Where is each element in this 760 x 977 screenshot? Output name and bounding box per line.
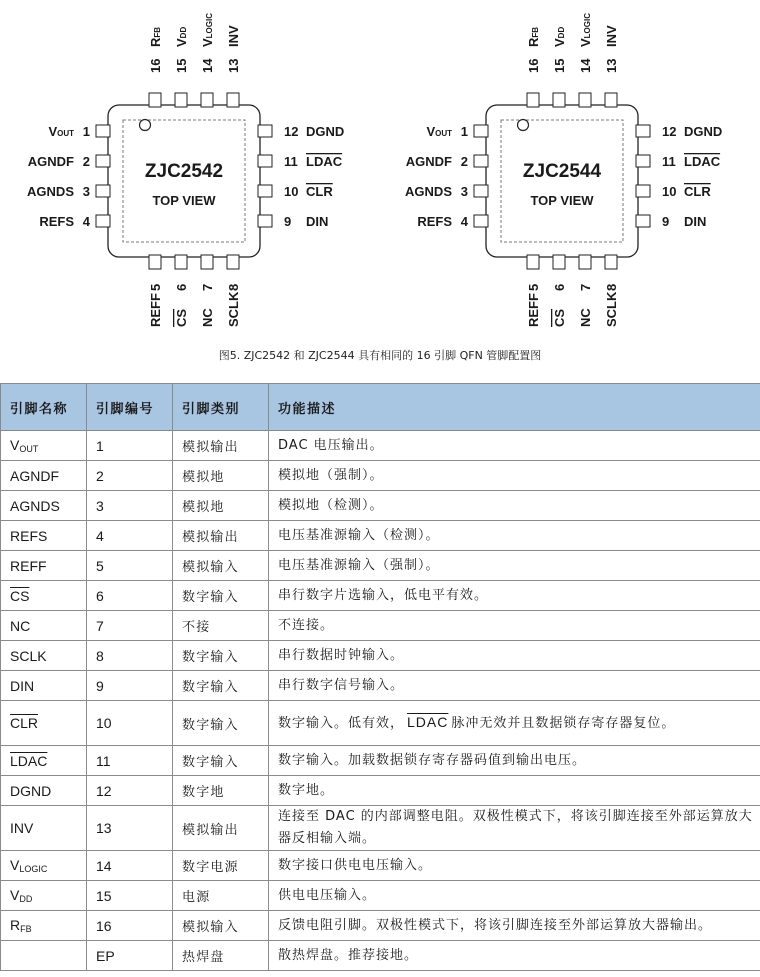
pin-pad	[258, 155, 272, 167]
pin-label	[306, 154, 343, 169]
pin-number-cell: 1	[87, 431, 173, 461]
pin-type-cell: 模拟输出	[173, 521, 269, 551]
pin-pad	[605, 255, 617, 269]
pin-description-cell: 数字接口供电电压输入。	[269, 851, 760, 881]
chip-name: ZJC2544	[522, 161, 602, 182]
pin-label-main: LDAC	[684, 154, 721, 169]
pin-pad	[474, 215, 488, 227]
pin-label-main: V	[200, 38, 215, 47]
pin-label	[684, 154, 721, 169]
pin-number: 2	[460, 154, 468, 169]
pin-label	[684, 184, 711, 199]
pin-name-cell	[1, 806, 87, 851]
pin-number: 11	[284, 154, 298, 169]
pin-pad	[636, 155, 650, 167]
pin-pad	[96, 215, 110, 227]
pin-number: 10	[662, 184, 677, 199]
pin-label	[684, 124, 722, 139]
pin-number-cell: 6	[87, 581, 173, 611]
pin-pad	[579, 93, 591, 107]
pin-type-cell: 数字输入	[173, 746, 269, 776]
pin-type-cell: 模拟输出	[173, 431, 269, 461]
pin-description-cell: 串行数字信号输入。	[269, 671, 760, 701]
pin-number-cell: 11	[87, 746, 173, 776]
table-row	[1, 491, 760, 521]
pin-number: 16	[526, 58, 541, 73]
pin-number-cell: 7	[87, 611, 173, 641]
pin-number: 14	[578, 58, 593, 73]
pin-label-subscript: LOGIC	[583, 12, 592, 39]
pin-pad	[553, 93, 565, 107]
pin-number: 14	[200, 58, 215, 73]
pin-pad	[149, 93, 161, 107]
pin-type-cell: 数字输入	[173, 701, 269, 746]
pin-pad	[96, 185, 110, 197]
header-pin-type: 引脚类别	[173, 384, 269, 431]
pin-description-cell: 电压基准源输入（检测）。	[269, 521, 760, 551]
pin-name-cell	[1, 491, 87, 521]
pin-type-cell: 热焊盘	[173, 941, 269, 971]
pin-name: V	[10, 857, 20, 873]
pin-label	[552, 27, 567, 47]
header-pin-name: 引脚名称	[1, 384, 87, 431]
pin-number-cell: 15	[87, 881, 173, 911]
pin-type-cell: 数字地	[173, 776, 269, 806]
pin-description-cell: 不连接。	[269, 611, 760, 641]
pin-number: 2	[82, 154, 90, 169]
pin-number: 4	[82, 214, 90, 229]
pin-name-subscript: FB	[20, 924, 32, 934]
pin-label	[306, 124, 344, 139]
chip-name: ZJC2542	[144, 161, 224, 182]
pin-number: 10	[284, 184, 299, 199]
pin-name: AGNDS	[10, 497, 60, 514]
pin-number-cell: 13	[87, 806, 173, 851]
pin-label-main: R	[526, 37, 541, 47]
pin-number: 12	[662, 124, 677, 139]
header-pin-number: 引脚编号	[87, 384, 173, 431]
pin-name: NC	[10, 617, 31, 634]
pin-label-main: V	[578, 38, 593, 47]
pin-name: DGND	[10, 782, 52, 799]
pin-number: 3	[460, 184, 468, 199]
pin-label-subscript: OUT	[435, 129, 452, 138]
pin-pad	[227, 255, 239, 269]
pin-type-cell: 电源	[173, 881, 269, 911]
pin-name: DIN	[10, 677, 35, 694]
pin-name: V	[10, 887, 20, 903]
pin-pad	[258, 215, 272, 227]
pin-description-cell: 数字地。	[269, 776, 760, 806]
pin-type-cell: 不接	[173, 611, 269, 641]
pin-label	[39, 214, 74, 229]
pin-type-cell: 数字输入	[173, 641, 269, 671]
pin-name: AGNDF	[10, 467, 59, 484]
pin-name-cell	[1, 701, 87, 746]
pin-label	[604, 25, 619, 47]
pin-pad	[553, 255, 565, 269]
pin-label	[405, 184, 452, 199]
pin-label	[684, 214, 706, 229]
table-row	[1, 431, 760, 461]
pin-number-cell: 8	[87, 641, 173, 671]
pin-label-main: CLR	[306, 184, 333, 199]
pin-pad	[258, 125, 272, 137]
pin-label-main: LDAC	[306, 154, 343, 169]
pin-pad	[474, 185, 488, 197]
pin-name: $\overline{CLR}$	[10, 715, 39, 731]
pin-name: $\overline{CS}$	[10, 587, 30, 604]
pin-pad	[579, 255, 591, 269]
pin-pad	[149, 255, 161, 269]
pin-name-subscript: DD	[19, 894, 33, 904]
top-view-label: TOP VIEW	[152, 193, 216, 208]
pin-label-main: AGNDS	[27, 184, 74, 199]
pin1-marker	[140, 120, 151, 131]
table-row	[1, 671, 760, 701]
pin-label	[174, 27, 189, 47]
pin-label	[200, 308, 215, 327]
header-description: 功能描述	[269, 384, 760, 431]
pin-pad	[474, 155, 488, 167]
table-header-row	[1, 384, 760, 431]
pin-number: 5	[148, 283, 163, 291]
pin-pad	[258, 185, 272, 197]
pin-label-main: DIN	[306, 214, 329, 229]
table-row	[1, 551, 760, 581]
pin-label	[174, 309, 189, 327]
pin-label-subscript: FB	[153, 26, 162, 38]
pin-name-cell	[1, 461, 87, 491]
pin-description-cell: 数字输入。加载数据锁存寄存器码值到输出电压。	[269, 746, 760, 776]
pin-label-main: CS	[174, 308, 189, 327]
pin-label-main: NC	[578, 308, 593, 327]
pin-label	[526, 293, 541, 327]
pin-description-cell: 串行数据时钟输入。	[269, 641, 760, 671]
pin-name: LDAC	[10, 752, 48, 769]
pin-label-subscript: LOGIC	[205, 12, 214, 39]
pin-name-cell	[1, 776, 87, 806]
pin-name: V	[10, 437, 20, 453]
pin-name-cell	[1, 551, 87, 581]
pin-number: 3	[82, 184, 90, 199]
pin-pad	[201, 255, 213, 269]
pin-label	[200, 13, 215, 47]
pin-configuration-diagram	[0, 0, 760, 345]
pin-label-main: SCLK	[226, 291, 241, 327]
pin-type-cell: 模拟地	[173, 491, 269, 521]
pin-number: 9	[662, 214, 670, 229]
pin1-marker	[518, 120, 529, 131]
pin-number: 7	[578, 283, 593, 291]
table-body	[1, 431, 760, 971]
pin-pad	[636, 215, 650, 227]
pin-label-subscript: FB	[531, 26, 540, 38]
table-row	[1, 911, 760, 941]
pin-number-cell: EP	[87, 941, 173, 971]
pin-number: 1	[460, 124, 468, 139]
table-row	[1, 521, 760, 551]
pin-description-cell: 串行数字片选输入，低电平有效。	[269, 581, 760, 611]
pin-number-cell: 5	[87, 551, 173, 581]
pin-pad	[636, 185, 650, 197]
pin-label-main: AGNDF	[405, 154, 452, 169]
pin-label-main: V	[48, 124, 58, 139]
pin-name-cell	[1, 911, 87, 941]
pin-number: 1	[82, 124, 90, 139]
pin-label-main: CS	[552, 308, 567, 327]
pin-label-main: V	[426, 124, 436, 139]
pin-label-main: V	[552, 38, 567, 47]
pin-type-cell: 模拟输入	[173, 551, 269, 581]
pin-name-cell	[1, 671, 87, 701]
pin-pad	[527, 93, 539, 107]
pin-number-cell: 3	[87, 491, 173, 521]
pin-label	[148, 293, 163, 327]
pin-label	[27, 184, 74, 199]
pin-number: 16	[148, 58, 163, 73]
pin-number-cell: 2	[87, 461, 173, 491]
pin-label-main: REFF	[526, 293, 541, 327]
pin-name-cell	[1, 431, 87, 461]
pin-label-subscript: DD	[179, 26, 188, 39]
pin-type-cell: 模拟输出	[173, 806, 269, 851]
pin-name: REFS	[10, 527, 48, 544]
figure-caption: 图5. ZJC2542 和 ZJC2544 具有相同的 16 引脚 QFN 管脚配置图	[218, 349, 542, 362]
pin-number: 5	[526, 283, 541, 291]
pin-pad	[175, 93, 187, 107]
pin-label	[406, 154, 452, 169]
pin-number: 15	[174, 58, 189, 73]
table-row	[1, 941, 760, 971]
pin-number: 4	[460, 214, 468, 229]
pin-label-main: REFS	[417, 214, 452, 229]
pin-label	[306, 214, 328, 229]
pin-name: INV	[10, 820, 34, 836]
pin-label-main: AGNDF	[27, 154, 74, 169]
pin-number: 13	[226, 58, 241, 73]
pin-number: 8	[226, 283, 241, 291]
pin-number-cell: 4	[87, 521, 173, 551]
pin-pad	[527, 255, 539, 269]
pin-type-cell: 模拟地	[173, 461, 269, 491]
pin-pad	[96, 155, 110, 167]
pin-type-cell: 数字电源	[173, 851, 269, 881]
pin-label-main: DIN	[684, 214, 707, 229]
table-row	[1, 611, 760, 641]
pin-number: 12	[284, 124, 299, 139]
top-view-label: TOP VIEW	[530, 193, 594, 208]
description-text: 数字输入。低有效，	[278, 716, 405, 731]
pin-label-main: V	[174, 38, 189, 47]
description-text: 脉冲无效并且数据锁存寄存器复位。	[451, 716, 676, 731]
qfn-package-drawing	[0, 0, 760, 345]
pin-label-main: REFS	[39, 214, 74, 229]
pin-pad	[175, 255, 187, 269]
description-signal: LDAC	[407, 714, 449, 730]
pin-number-cell: 9	[87, 671, 173, 701]
pin-description-cell: 反馈电阻引脚。双极性模式下，将该引脚连接至外部运算放大器输出。	[269, 911, 760, 941]
pin-label	[578, 13, 593, 47]
pin-number: 7	[200, 283, 215, 291]
pin-function-table	[0, 383, 760, 971]
pin-number: 6	[174, 283, 189, 291]
pin-label-main: R	[148, 37, 163, 47]
pin-label	[426, 124, 452, 139]
pin-name-subscript: LOGIC	[19, 864, 48, 874]
pin-number: 6	[552, 283, 567, 291]
pin-label	[226, 25, 241, 47]
pin-label	[226, 291, 241, 327]
pin-name-cell	[1, 746, 87, 776]
table-row	[1, 806, 760, 851]
pin-label-subscript: OUT	[57, 129, 74, 138]
pin-description-cell: DAC 电压输出。	[269, 431, 760, 461]
table-row	[1, 581, 760, 611]
pin-name: REFF	[10, 557, 47, 574]
pin-number: 11	[662, 154, 676, 169]
pin-label	[552, 309, 567, 327]
pin-description-cell	[269, 701, 760, 746]
pin-label-main: NC	[200, 308, 215, 327]
pin-description-cell: 连接至 DAC 的内部调整电阻。双极性模式下，将该引脚连接至外部运算放大器反相输入端。	[269, 806, 760, 851]
pin-name-cell	[1, 881, 87, 911]
pin-label-main: SCLK	[604, 291, 619, 327]
pin-pad	[636, 125, 650, 137]
pin-description-cell: 散热焊盘。推荐接地。	[269, 941, 760, 971]
pin-number-cell: 14	[87, 851, 173, 881]
pin-label-main: DGND	[306, 124, 345, 139]
pin-label	[148, 27, 163, 47]
pin-name-cell	[1, 941, 87, 971]
pin-label-main: CLR	[684, 184, 711, 199]
table-row	[1, 461, 760, 491]
pin-label	[48, 124, 74, 139]
pin-pad	[227, 93, 239, 107]
pin-number-cell: 12	[87, 776, 173, 806]
pin-number-cell: 10	[87, 701, 173, 746]
pin-name-cell	[1, 611, 87, 641]
pin-label	[28, 154, 74, 169]
pin-description-cell: 电压基准源输入（强制）。	[269, 551, 760, 581]
pin-label-main: DGND	[684, 124, 723, 139]
pin-name-cell	[1, 581, 87, 611]
pin-pad	[96, 125, 110, 137]
table-row	[1, 881, 760, 911]
pin-name-cell	[1, 641, 87, 671]
pin-name: R	[10, 917, 21, 933]
pin-description-cell: 模拟地（强制）。	[269, 461, 760, 491]
pin-name-subscript: OUT	[19, 444, 39, 454]
table-row	[1, 776, 760, 806]
pin-number: 8	[604, 283, 619, 291]
table-row	[1, 851, 760, 881]
table-row	[1, 746, 760, 776]
pin-type-cell: 模拟输入	[173, 911, 269, 941]
pin-number: 9	[284, 214, 292, 229]
pin-type-cell: 数字输入	[173, 671, 269, 701]
pin-label-main: INV	[604, 25, 619, 47]
pin-name: SCLK	[10, 647, 47, 664]
pin-label-main: AGNDS	[405, 184, 452, 199]
pin-label	[417, 214, 452, 229]
pin-label-subscript: DD	[557, 26, 566, 39]
table-row	[1, 641, 760, 671]
pin-pad	[474, 125, 488, 137]
table-row	[1, 701, 760, 746]
pin-label-main: REFF	[148, 293, 163, 327]
pin-label	[306, 184, 333, 199]
pin-label-main: INV	[226, 25, 241, 47]
pin-description-cell: 模拟地（检测）。	[269, 491, 760, 521]
pin-label	[578, 308, 593, 327]
pin-label	[604, 291, 619, 327]
pin-type-cell: 数字输入	[173, 581, 269, 611]
pin-description-cell: 供电电压输入。	[269, 881, 760, 911]
pin-name-cell	[1, 521, 87, 551]
pin-label	[526, 27, 541, 47]
pin-number: 15	[552, 58, 567, 73]
pin-name-cell	[1, 851, 87, 881]
pin-number: 13	[604, 58, 619, 73]
pin-pad	[201, 93, 213, 107]
pin-pad	[605, 93, 617, 107]
pin-number-cell: 16	[87, 911, 173, 941]
